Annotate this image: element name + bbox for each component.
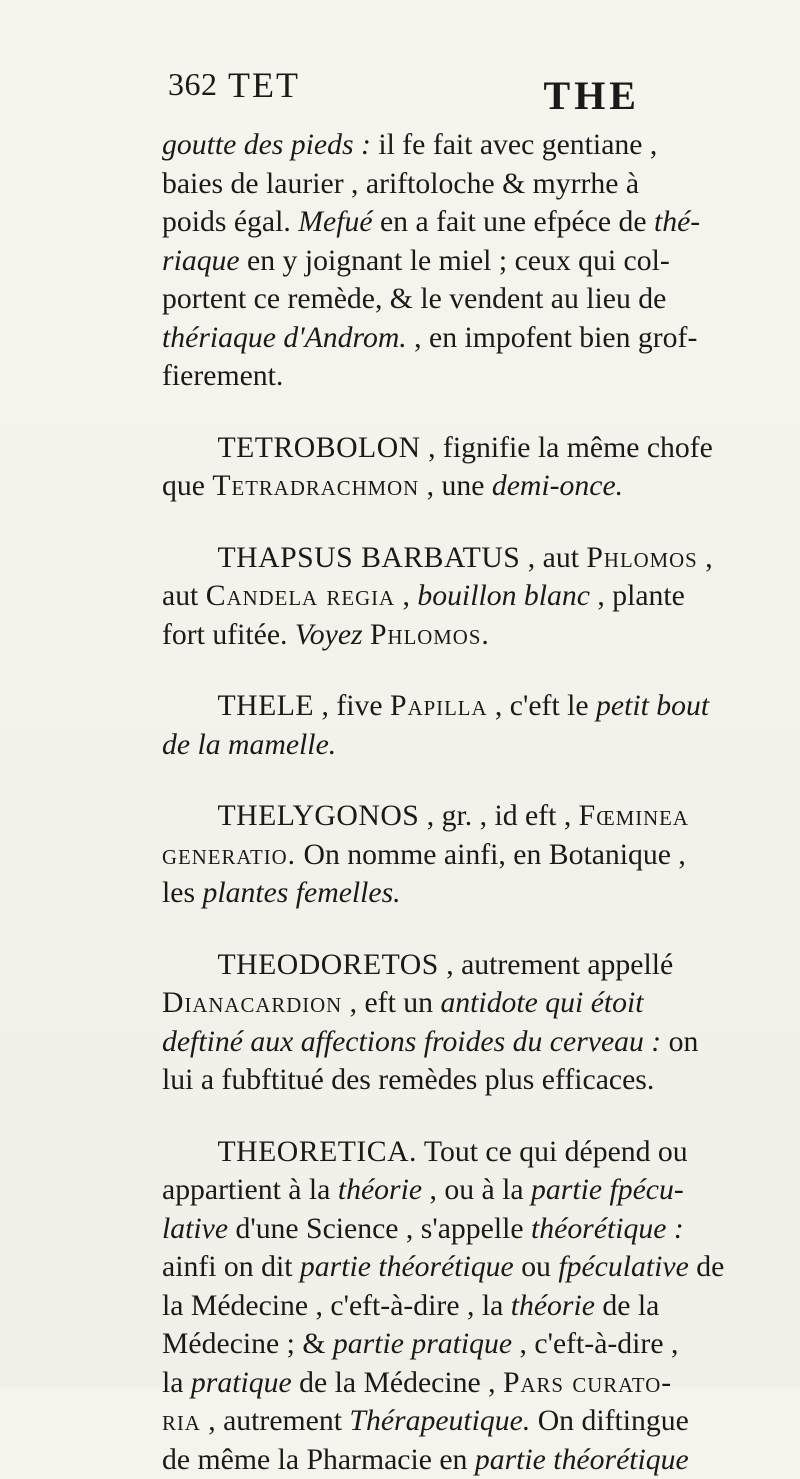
page-number: 362 bbox=[168, 66, 218, 103]
text-line bbox=[162, 242, 796, 281]
text-line bbox=[162, 836, 796, 875]
text-line bbox=[162, 357, 796, 396]
text-segment: partie théorétique bbox=[300, 1250, 514, 1283]
text-segment: théorétique : bbox=[531, 1212, 684, 1245]
text-segment: de même la Pharmacie en bbox=[162, 1443, 475, 1476]
text-segment: demi-once. bbox=[492, 469, 623, 502]
text-segment: portent ce remède, & le vendent au lieu de bbox=[162, 282, 666, 315]
text-segment: riaque bbox=[162, 244, 240, 277]
text-segment: , bbox=[395, 579, 417, 612]
text-segment: THEODORETOS bbox=[217, 948, 438, 981]
text-segment: On diftingue bbox=[530, 1404, 689, 1437]
text-line bbox=[162, 165, 796, 204]
text-segment: pratique bbox=[191, 1366, 292, 1399]
entry-tetrobolon bbox=[162, 429, 800, 506]
text-segment: de bbox=[689, 1250, 725, 1283]
text-segment: fort ufitée. bbox=[162, 618, 295, 651]
text-segment: THEORETICA. bbox=[217, 1135, 417, 1168]
text-line bbox=[162, 797, 796, 836]
text-segment: les bbox=[162, 876, 202, 909]
text-segment: , en impofent bien grof- bbox=[407, 321, 698, 354]
text-segment: , autrement bbox=[201, 1404, 350, 1437]
text-segment: la bbox=[162, 1366, 191, 1399]
text-line bbox=[162, 539, 796, 578]
entry-thapsus bbox=[162, 539, 800, 655]
text-line bbox=[162, 1133, 796, 1172]
text-segment: , five bbox=[314, 689, 390, 722]
text-segment: en a fait une efpéce de bbox=[373, 205, 654, 238]
text-segment: antidote qui étoit bbox=[440, 986, 643, 1019]
text-segment: que bbox=[162, 469, 212, 502]
text-line bbox=[162, 874, 796, 913]
text-line bbox=[162, 1171, 796, 1210]
entry-theoretica bbox=[162, 1133, 800, 1479]
text-line bbox=[162, 1402, 796, 1441]
text-segment: il fe fait avec gentiane , bbox=[371, 128, 657, 161]
text-segment: , une bbox=[419, 469, 492, 502]
text-segment: partie fpécu- bbox=[531, 1173, 684, 1206]
text-segment: fierement. bbox=[162, 359, 283, 392]
running-head-right: THE bbox=[544, 72, 640, 119]
text-segment bbox=[363, 618, 370, 651]
text-segment: Dianacardion bbox=[162, 986, 342, 1019]
text-segment: , aut bbox=[520, 541, 586, 574]
text-segment: lui a fubftitué des remèdes plus efficaces. bbox=[162, 1063, 654, 1096]
text-segment: ou bbox=[514, 1250, 559, 1283]
text-line bbox=[162, 1210, 796, 1249]
text-segment: de la bbox=[595, 1289, 659, 1322]
text-segment: , fignifie la même chofe bbox=[421, 431, 713, 464]
text-segment: On nomme ainfi, en Botanique , bbox=[296, 838, 686, 871]
text-segment: ainfi on dit bbox=[162, 1250, 300, 1283]
text-segment: thériaque d'Androm. bbox=[162, 321, 407, 354]
text-segment: TETROBOLON bbox=[217, 431, 420, 464]
text-segment: , autrement appellé bbox=[439, 948, 673, 981]
text-segment: petit bout bbox=[596, 689, 709, 722]
text-line bbox=[162, 1023, 796, 1062]
text-line bbox=[162, 984, 796, 1023]
text-segment: , eft un bbox=[342, 986, 440, 1019]
text-segment: bouillon blanc bbox=[417, 579, 590, 612]
text-segment: thé- bbox=[654, 205, 700, 238]
text-segment: Mefué bbox=[298, 205, 372, 238]
text-segment: appartient à la bbox=[162, 1173, 338, 1206]
page-header bbox=[160, 60, 680, 120]
text-line bbox=[162, 467, 796, 506]
entry-thelygonos bbox=[162, 797, 800, 913]
entry-theodoretos bbox=[162, 946, 800, 1100]
text-line bbox=[162, 1287, 796, 1326]
text-line bbox=[162, 726, 796, 765]
text-segment: fpéculative bbox=[558, 1250, 688, 1283]
text-segment: partie pratique bbox=[333, 1327, 512, 1360]
text-segment: plantes femelles. bbox=[202, 876, 400, 909]
text-segment: , bbox=[698, 541, 713, 574]
text-segment: aut bbox=[162, 579, 206, 612]
text-segment: de la Médecine , bbox=[292, 1366, 503, 1399]
text-segment: ria bbox=[162, 1404, 201, 1437]
text-segment: poids égal. bbox=[162, 205, 298, 238]
text-segment: , ou à la bbox=[422, 1173, 531, 1206]
text-segment: THELYGONOS bbox=[217, 799, 419, 832]
text-segment: baies de laurier , ariftoloche & myrrhe à bbox=[162, 167, 639, 200]
text-segment: on bbox=[661, 1025, 698, 1058]
text-segment: Tetradrachmon bbox=[212, 469, 419, 502]
text-segment: lative bbox=[162, 1212, 228, 1245]
text-line bbox=[162, 319, 796, 358]
text-line bbox=[162, 429, 796, 468]
text-segment: Tout ce qui dépend ou bbox=[417, 1135, 688, 1168]
text-line bbox=[162, 616, 796, 655]
text-segment: Thérapeutique. bbox=[349, 1404, 530, 1437]
text-segment: théorie bbox=[338, 1173, 422, 1206]
text-segment: Fœminea bbox=[579, 799, 689, 832]
text-segment: partie théorétique bbox=[475, 1443, 689, 1476]
text-line bbox=[162, 1248, 796, 1287]
text-segment: Phlomos. bbox=[370, 618, 490, 651]
text-segment: de la mamelle. bbox=[162, 728, 336, 761]
text-segment: THAPSUS BARBATUS bbox=[217, 541, 520, 574]
text-segment: , plante bbox=[590, 579, 685, 612]
dictionary-entries bbox=[162, 126, 800, 1479]
text-segment: la Médecine , c'eft-à-dire , la bbox=[162, 1289, 511, 1322]
text-line bbox=[162, 1364, 796, 1403]
text-segment: Pars curato- bbox=[503, 1366, 672, 1399]
text-segment: Phlomos bbox=[586, 541, 697, 574]
text-segment: Papilla bbox=[390, 689, 487, 722]
text-line bbox=[162, 1441, 796, 1479]
text-line bbox=[162, 126, 796, 165]
text-segment: , c'eft-à-dire , bbox=[512, 1327, 678, 1360]
running-head-left: TET bbox=[228, 64, 300, 106]
text-segment: théorie bbox=[511, 1289, 595, 1322]
entry-thele bbox=[162, 687, 800, 764]
text-line bbox=[162, 687, 796, 726]
entry-goutte bbox=[162, 126, 800, 396]
text-line bbox=[162, 946, 796, 985]
text-segment: Médecine ; & bbox=[162, 1327, 333, 1360]
text-line bbox=[162, 280, 796, 319]
text-segment: Voyez bbox=[295, 618, 363, 651]
text-segment: goutte des pieds : bbox=[162, 128, 371, 161]
text-segment: , gr. , id eft , bbox=[419, 799, 578, 832]
text-segment: generatio. bbox=[162, 838, 296, 871]
text-segment: deftiné aux affections froides du cerveau : bbox=[162, 1025, 661, 1058]
text-line bbox=[162, 1325, 796, 1364]
text-segment: Candela regia bbox=[206, 579, 395, 612]
text-line bbox=[162, 203, 796, 242]
text-line bbox=[162, 1061, 796, 1100]
text-line bbox=[162, 577, 796, 616]
text-segment: , c'eft le bbox=[487, 689, 596, 722]
text-segment: en y joignant le miel ; ceux qui col- bbox=[240, 244, 670, 277]
text-segment: d'une Science , s'appelle bbox=[228, 1212, 531, 1245]
text-segment: THELE bbox=[217, 689, 314, 722]
